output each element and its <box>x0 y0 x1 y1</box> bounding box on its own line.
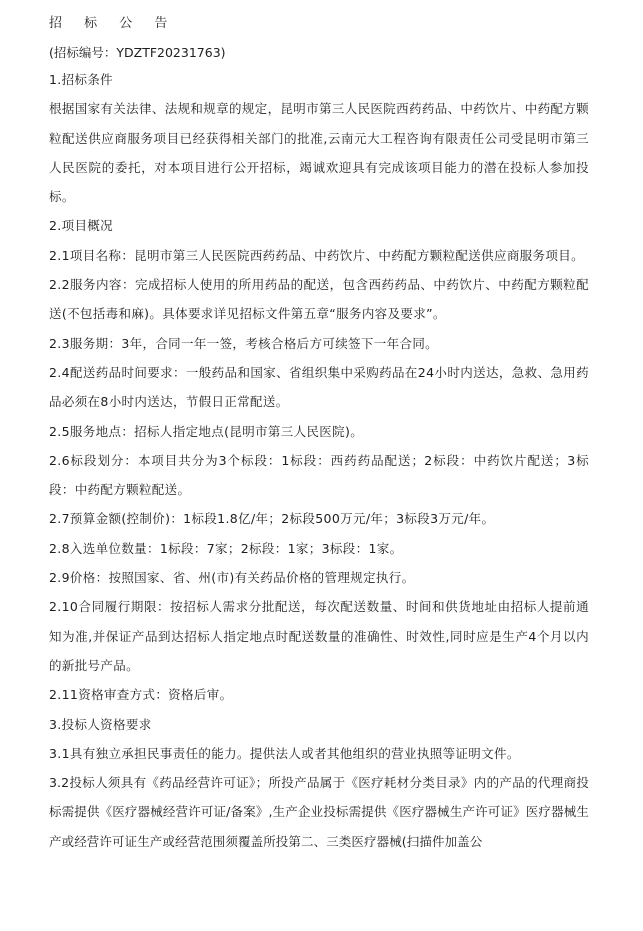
document-title: 招 标 公 告 <box>49 16 177 31</box>
paragraph-2-6: 2.6标段划分：本项目共分为3个标段：1标段：西药药品配送；2标段：中药饮片配送；3标段：中药配方颗粒配送。 <box>49 452 589 498</box>
paragraph-2-2: 2.2服务内容：完成招标人使用的所用药品的配送，包含西药药品、中药饮片、中药配方颗粒配送(不包括毒和麻)。具体要求详见招标文件第五章“服务内容及要求”。 <box>49 277 589 322</box>
paragraph-2-11: 2.11资格审查方式：资格后审。 <box>49 687 233 703</box>
paragraph-2-9: 2.9价格：按照国家、省、州(市)有关药品价格的管理规定执行。 <box>49 570 415 586</box>
paragraph-2-3: 2.3服务期：3年，合同一年一签，考核合格后方可续签下一年合同。 <box>49 335 439 351</box>
section-heading-2: 2.项目概况 <box>49 218 114 234</box>
section-heading-3: 3.投标人资格要求 <box>49 716 152 732</box>
tender-number: (招标编号：YDZTF20231763) <box>49 45 226 60</box>
announcement-document <box>49 12 589 856</box>
paragraph-3-2: 3.2投标人须具有《药品经营许可证》；所投产品属于《医疗耗材分类目录》内的产品的代理商投标需提供《医疗器械经营许可证/备案》,生产企业投标需提供《医疗器械生产许可证》医疗器械生产或经营许可证生产或经营范围须覆盖所投第二、三类医疗器械(扫描件加盖公 <box>49 775 589 849</box>
paragraph-2-4: 2.4配送药品时间要求：一般药品和国家、省组织集中采购药品在24小时内送达，急救、急用药品必须在8小时内送达，节假日正常配送。 <box>49 364 589 410</box>
paragraph-2-10: 2.10合同履行期限：按招标人需求分批配送，每次配送数量、时间和供货地址由招标人提前通知为准,并保证产品到达招标人指定地点时配送数量的准确性、时效性,同时应是生产4个月以内的新批号产品。 <box>49 599 589 673</box>
paragraph-2-8: 2.8入选单位数量：1标段：7家；2标段：1家；3标段：1家。 <box>49 540 403 556</box>
paragraph-2-7: 2.7预算金额(控制价)：1标段1.8亿/年；2标段500万元/年；3标段3万元/年。 <box>49 511 495 527</box>
paragraph-tender-conditions: 根据国家有关法律、法规和规章的规定，昆明市第三人民医院西药药品、中药饮片、中药配方颗粒配送供应商服务项目已经获得相关部门的批准,云南元大工程咨询有限责任公司受昆明市第三人民医院的委托，对本项目进行公开招标，竭诚欢迎具有完成该项目能力的潜在投标人参加投标。 <box>49 101 589 205</box>
paragraph-3-1: 3.1具有独立承担民事责任的能力。提供法人或者其他组织的营业执照等证明文件。 <box>49 745 520 761</box>
paragraph-2-5: 2.5服务地点：招标人指定地点(昆明市第三人民医院)。 <box>49 423 364 439</box>
section-heading-1: 1.招标条件 <box>49 72 114 87</box>
paragraph-2-1: 2.1项目名称：昆明市第三人民医院西药药品、中药饮片、中药配方颗粒配送供应商服务项目。 <box>49 247 584 263</box>
